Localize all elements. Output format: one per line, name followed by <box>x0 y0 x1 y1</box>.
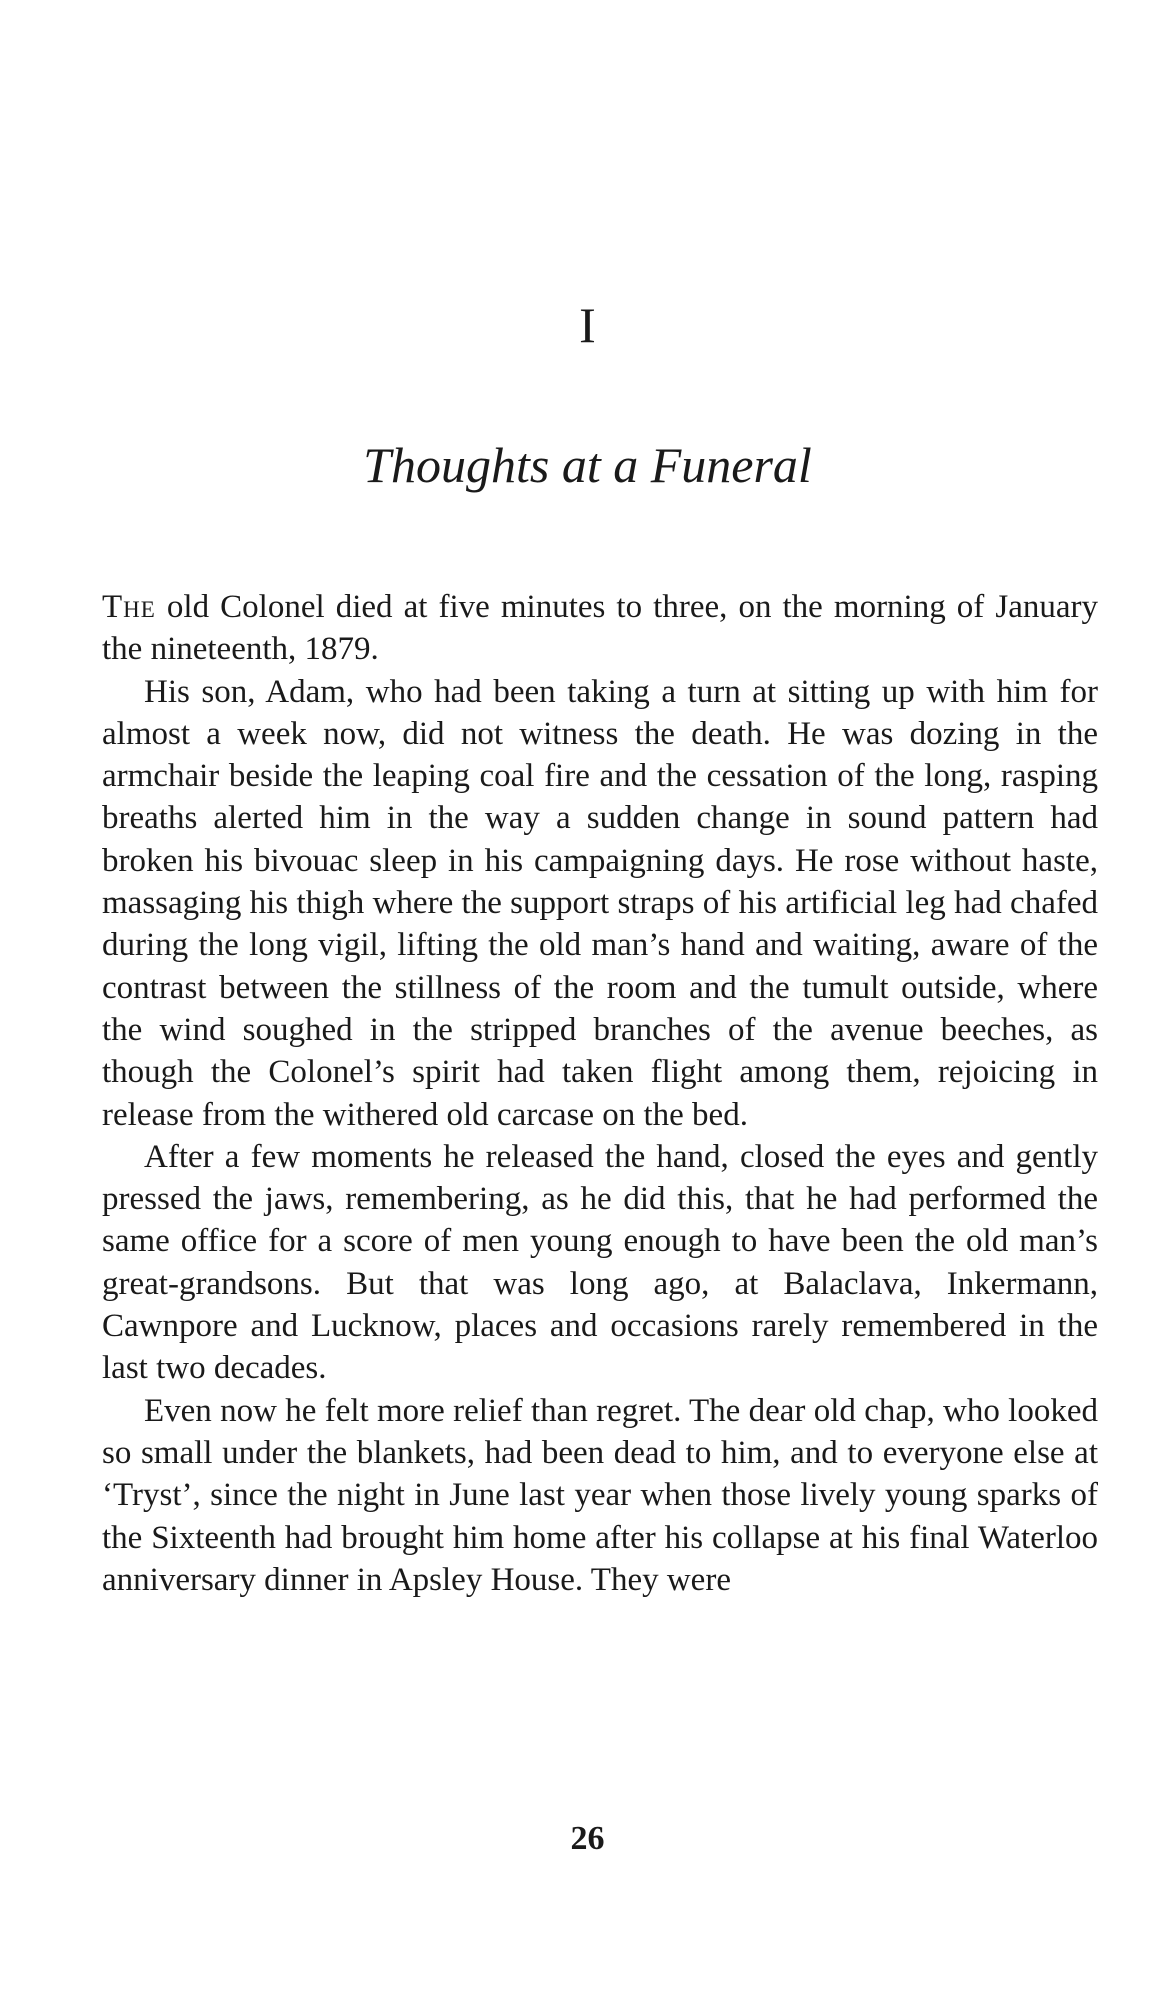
opening-word: The <box>102 589 156 625</box>
paragraph-1 <box>102 586 1098 671</box>
paragraph-4: Even now he felt more relief than regret. The dear old chap, who looked so small under the blankets, had been dead to him, and to everyone else at ‘Tryst’, since the night in June last year when those lively young sparks of the Sixteenth had brought him home after his collapse at his final Waterloo anniversary dinner in Apsley House. They were <box>102 1392 1098 1598</box>
chapter-number: I <box>579 297 596 353</box>
page-number: 26 <box>570 1820 605 1857</box>
paragraph-2: His son, Adam, who had been taking a turn at sitting up with him for almost a week now, did not witness the death. He was dozing in the armchair beside the leaping coal fire and the cessation of the long, rasping breaths alerted him in the way a sudden change in sound pattern had broken his bivouac sleep in his campaigning days. He rose without haste, massaging his thigh where the support straps of his artificial leg had chafed during the long vigil, lifting the old man’s hand and waiting, aware of the contrast between the stillness of the room and the tumult outside, where the wind soughed in the stripped branches of the avenue beeches, as though the Colonel’s spirit had taken flight among them, rejoicing in release from the withered old carcase on the bed. <box>102 673 1098 1133</box>
chapter-body <box>102 586 1098 1601</box>
paragraph-3: After a few moments he released the hand, closed the eyes and gently pressed the jaws, remembering, as he did this, that he had performed the same office for a score of men young enough to have been the old man’s great-grandsons. But that was long ago, at Balaclava, Inkermann, Cawnpore and Lucknow, places and occasions rarely remembered in the last two decades. <box>102 1138 1098 1387</box>
paragraph-1-text: old Colonel died at five minutes to three, on the morning of January the nineteenth, 1879. <box>102 589 1098 668</box>
chapter-title: Thoughts at a Funeral <box>363 437 812 493</box>
